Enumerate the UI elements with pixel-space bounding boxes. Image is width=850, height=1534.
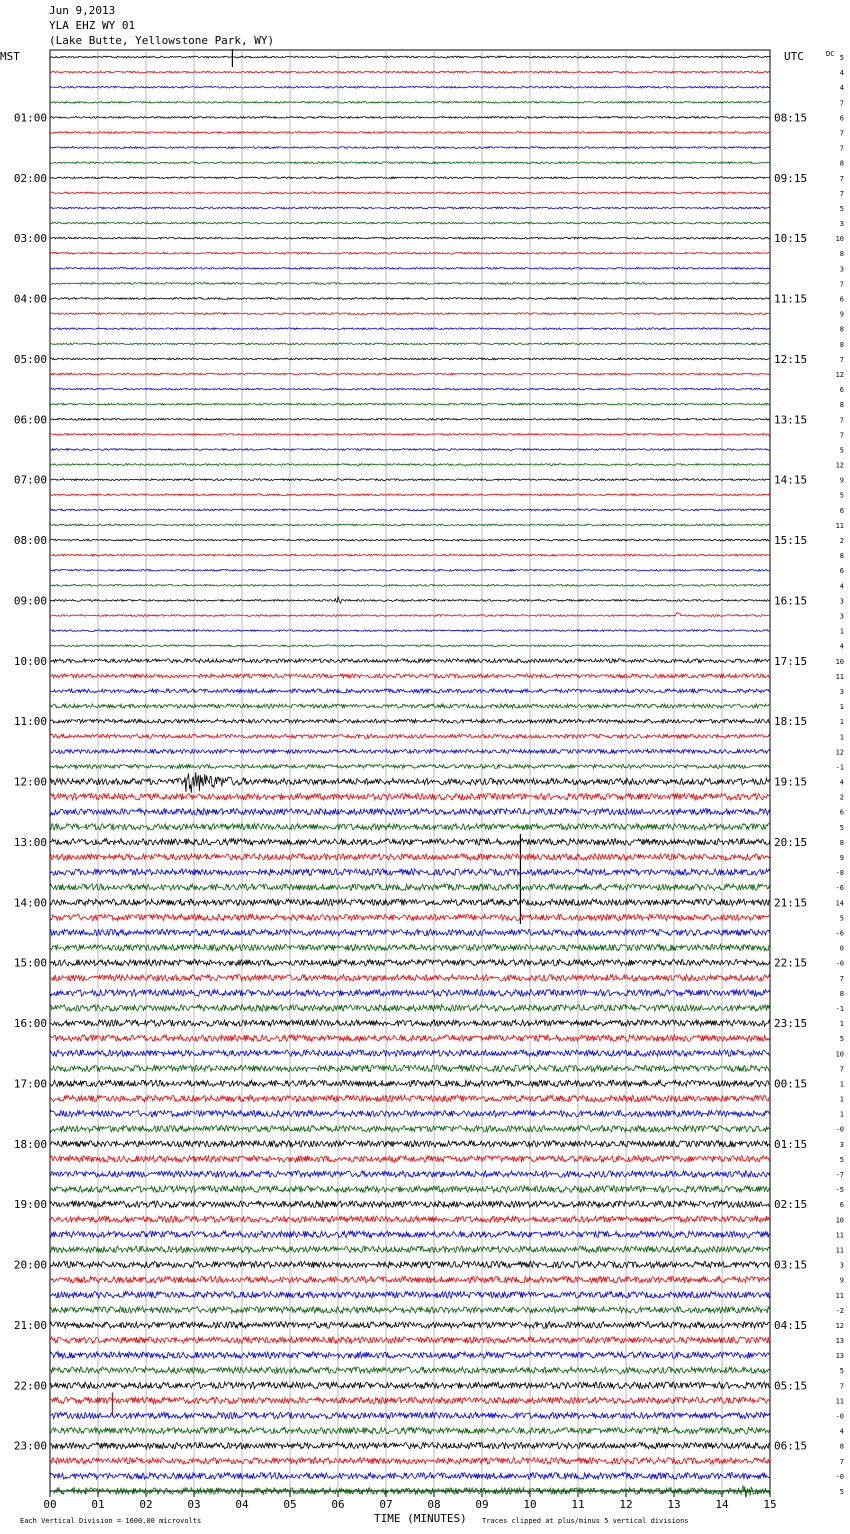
dc-value: -1 — [835, 1004, 844, 1013]
trace-56 — [50, 899, 770, 905]
dc-value: 11 — [835, 672, 844, 681]
utc-hour-label: 10:15 — [774, 232, 808, 246]
x-tick-label-03: 03 — [187, 1498, 201, 1511]
utc-hour-label: 15:15 — [774, 534, 808, 548]
trace-73 — [50, 1156, 770, 1162]
x-tick-label-00: 00 — [43, 1498, 57, 1511]
trace-41 — [50, 674, 770, 678]
trace-77 — [50, 1216, 770, 1222]
utc-hour-label: 19:15 — [774, 775, 808, 789]
utc-hour-label: 12:15 — [774, 352, 808, 366]
trace-33 — [50, 554, 770, 556]
dc-value: 6 — [839, 1201, 844, 1210]
trace-75 — [50, 1186, 770, 1192]
x-tick-label-15: 15 — [763, 1498, 777, 1511]
mst-hour-label: 09:00 — [13, 594, 47, 608]
trace-11 — [50, 222, 770, 224]
mst-hour-label: 04:00 — [13, 292, 47, 306]
utc-hour-label: 04:15 — [774, 1318, 808, 1332]
dc-value: -0 — [835, 1125, 844, 1134]
utc-hour-label: 01:15 — [774, 1137, 808, 1151]
trace-27 — [50, 464, 770, 466]
dc-value: 11 — [835, 1291, 844, 1300]
dc-value: 9 — [839, 854, 844, 863]
trace-53 — [50, 854, 770, 860]
trace-31 — [50, 524, 770, 526]
trace-50 — [50, 809, 770, 815]
dc-value: 4 — [839, 582, 844, 591]
dc-value: 4 — [839, 778, 844, 787]
dc-value: 5 — [839, 1367, 844, 1376]
trace-87 — [50, 1367, 770, 1373]
mst-hour-label: 16:00 — [13, 1017, 47, 1031]
trace-66 — [50, 1050, 770, 1056]
trace-32 — [50, 539, 770, 541]
trace-43 — [50, 704, 770, 708]
dc-value: 6 — [839, 808, 844, 817]
utc-hour-label: 00:15 — [774, 1077, 808, 1091]
x-tick-label-14: 14 — [715, 1498, 729, 1511]
mst-hour-label: 08:00 — [13, 534, 47, 548]
dc-value: -8 — [835, 869, 844, 878]
dc-value: 6 — [839, 506, 844, 515]
trace-46 — [50, 749, 770, 753]
dc-value: 1 — [839, 718, 844, 727]
dc-value: -1 — [835, 763, 844, 772]
trace-26 — [50, 449, 770, 451]
x-tick-label-09: 09 — [475, 1498, 489, 1511]
x-tick-label-12: 12 — [619, 1498, 633, 1511]
dc-value: 3 — [839, 1140, 844, 1149]
dc-value: 11 — [835, 521, 844, 530]
trace-83 — [50, 1307, 770, 1313]
trace-6 — [50, 147, 770, 149]
dc-value: 5 — [839, 491, 844, 500]
trace-18 — [50, 328, 770, 330]
dc-value: 1 — [839, 733, 844, 742]
trace-37 — [50, 613, 770, 617]
dc-value: 7 — [839, 431, 844, 440]
dc-value: 12 — [835, 748, 844, 757]
dc-value: 11 — [835, 1397, 844, 1406]
dc-value: 1 — [839, 1095, 844, 1104]
mst-hour-label: 06:00 — [13, 413, 47, 427]
mst-hour-label: 05:00 — [13, 352, 47, 366]
trace-49 — [50, 793, 770, 799]
mst-hour-label: 19:00 — [13, 1198, 47, 1212]
x-tick-label-05: 05 — [283, 1498, 297, 1511]
trace-55 — [50, 884, 770, 890]
dc-value: 8 — [839, 159, 844, 168]
utc-hour-label: 17:15 — [774, 654, 808, 668]
mst-hour-label: 12:00 — [13, 775, 47, 789]
utc-hour-label: 09:15 — [774, 171, 808, 185]
dc-value: 10 — [835, 657, 844, 666]
dc-value: -0 — [835, 959, 844, 968]
dc-value: 6 — [839, 567, 844, 576]
x-tick-label-04: 04 — [235, 1498, 249, 1511]
dc-value: 5 — [839, 1488, 844, 1496]
trace-39 — [50, 645, 770, 647]
dc-value: 4 — [839, 69, 844, 78]
trace-80 — [50, 1261, 770, 1267]
trace-62 — [50, 990, 770, 996]
dc-value: 7 — [839, 416, 844, 425]
trace-69 — [50, 1095, 770, 1101]
dc-value: 3 — [839, 220, 844, 229]
trace-90 — [50, 1412, 770, 1418]
trace-60 — [50, 960, 770, 966]
trace-9 — [50, 192, 770, 194]
trace-70 — [50, 1111, 770, 1117]
dc-value: 5 — [839, 1155, 844, 1164]
dc-value: 5 — [839, 54, 844, 62]
mst-hour-label: 14:00 — [13, 896, 47, 910]
trace-84 — [50, 1322, 770, 1328]
dc-value: 0 — [839, 944, 844, 953]
utc-hour-label: 14:15 — [774, 473, 808, 487]
dc-value: -5 — [835, 1186, 844, 1195]
utc-hour-label: 23:15 — [774, 1017, 808, 1031]
trace-71 — [50, 1126, 770, 1132]
trace-22 — [50, 388, 770, 390]
dc-value: 1 — [839, 703, 844, 712]
mst-hour-label: 23:00 — [13, 1439, 47, 1453]
mst-hour-label: 21:00 — [13, 1318, 47, 1332]
trace-21 — [50, 373, 770, 375]
dc-value: 5 — [839, 1035, 844, 1044]
trace-25 — [50, 434, 770, 436]
utc-hour-label: 11:15 — [774, 292, 808, 306]
dc-value: -6 — [835, 884, 844, 893]
dc-value: 7 — [839, 1065, 844, 1074]
dc-value: 2 — [839, 793, 844, 802]
dc-value: 13 — [835, 1337, 844, 1346]
trace-57 — [50, 914, 770, 920]
trace-2 — [50, 86, 770, 88]
mst-hour-label: 02:00 — [13, 171, 47, 185]
utc-hour-label: 08:15 — [774, 111, 808, 125]
dc-value: 9 — [839, 1276, 844, 1285]
trace-61 — [50, 975, 770, 981]
trace-68 — [50, 1080, 770, 1086]
dc-value: 5 — [839, 204, 844, 213]
trace-45 — [50, 734, 770, 738]
dc-value: 7 — [839, 174, 844, 183]
dc-value: 7 — [839, 974, 844, 983]
trace-63 — [50, 1005, 770, 1011]
trace-81 — [50, 1277, 770, 1283]
mst-hour-label: 17:00 — [13, 1077, 47, 1091]
trace-67 — [50, 1065, 770, 1071]
dc-value: 4 — [839, 1427, 844, 1436]
dc-value: 1 — [839, 1110, 844, 1119]
dc-value: 8 — [839, 340, 844, 349]
utc-hour-label: 06:15 — [774, 1439, 808, 1453]
dc-value: -6 — [835, 929, 844, 938]
mst-hour-label: 18:00 — [13, 1137, 47, 1151]
trace-91 — [50, 1427, 770, 1433]
dc-value: 8 — [839, 325, 844, 334]
dc-value: 8 — [839, 552, 844, 561]
dc-value: 11 — [835, 1246, 844, 1255]
trace-15 — [50, 283, 770, 285]
dc-value: 6 — [839, 295, 844, 304]
dc-value: 3 — [839, 687, 844, 696]
dc-value: 5 — [839, 823, 844, 832]
trace-29 — [50, 494, 770, 496]
dc-value: 7 — [839, 1382, 844, 1391]
dc-value: 1 — [839, 1080, 844, 1089]
x-tick-label-07: 07 — [379, 1498, 393, 1511]
dc-value: 10 — [835, 235, 844, 244]
trace-38 — [50, 630, 770, 632]
trace-17 — [50, 313, 770, 315]
dc-value: 4 — [839, 642, 844, 651]
mst-hour-label: 10:00 — [13, 654, 47, 668]
trace-40 — [50, 659, 770, 663]
trace-89 — [50, 1397, 770, 1403]
dc-label: DC — [826, 50, 835, 58]
utc-hour-label: 21:15 — [774, 896, 808, 910]
dc-value: 12 — [835, 1321, 844, 1330]
trace-58 — [50, 929, 770, 935]
trace-85 — [50, 1337, 770, 1343]
utc-hour-label: 05:15 — [774, 1379, 808, 1393]
utc-axis-label: UTC — [784, 50, 804, 63]
dc-value: 9 — [839, 310, 844, 319]
trace-23 — [50, 403, 770, 405]
plot-frame — [50, 50, 770, 1491]
dc-value: 9 — [839, 476, 844, 485]
mst-hour-label: 07:00 — [13, 473, 47, 487]
trace-42 — [50, 689, 770, 693]
dc-value: 6 — [839, 114, 844, 123]
trace-group — [50, 49, 770, 1498]
trace-30 — [50, 509, 770, 511]
trace-92 — [50, 1443, 770, 1449]
dc-value: -0 — [835, 1472, 844, 1481]
mst-hour-label: 15:00 — [13, 956, 47, 970]
trace-64 — [50, 1020, 770, 1026]
trace-12 — [50, 237, 770, 239]
dc-value: 12 — [835, 461, 844, 470]
dc-value: 7 — [839, 129, 844, 138]
trace-8 — [50, 177, 770, 179]
trace-59 — [50, 944, 770, 950]
trace-93 — [50, 1458, 770, 1464]
plot-date: Jun 9,2013 — [49, 4, 116, 17]
dc-value: 8 — [839, 989, 844, 998]
trace-54 — [50, 869, 770, 875]
x-axis-title: TIME (MINUTES) — [374, 1512, 467, 1525]
dc-value: 11 — [835, 1231, 844, 1240]
x-tick-label-11: 11 — [571, 1498, 585, 1511]
trace-0 — [50, 56, 770, 58]
utc-hour-label: 02:15 — [774, 1198, 808, 1212]
trace-36 — [50, 597, 770, 603]
trace-74 — [50, 1171, 770, 1177]
x-tick-label-06: 06 — [331, 1498, 345, 1511]
trace-51 — [50, 824, 770, 830]
utc-hour-label: 16:15 — [774, 594, 808, 608]
dc-value: 13 — [835, 1352, 844, 1361]
x-tick-label-13: 13 — [667, 1498, 681, 1511]
trace-16 — [50, 298, 770, 300]
trace-10 — [50, 207, 770, 209]
mst-hour-label: 11:00 — [13, 715, 47, 729]
trace-7 — [50, 162, 770, 164]
dc-value: 10 — [835, 1050, 844, 1059]
trace-79 — [50, 1246, 770, 1252]
dc-value: 10 — [835, 1216, 844, 1225]
trace-3 — [50, 101, 770, 103]
chart-grid — [50, 50, 770, 1497]
dc-value: 5 — [839, 914, 844, 923]
dc-value: 2 — [839, 537, 844, 546]
mst-hour-label: 03:00 — [13, 232, 47, 246]
utc-hour-label: 18:15 — [774, 715, 808, 729]
dc-value: 8 — [839, 838, 844, 847]
dc-value: 3 — [839, 265, 844, 274]
mst-hour-label: 01:00 — [13, 111, 47, 125]
trace-65 — [50, 1035, 770, 1041]
dc-value: 7 — [839, 280, 844, 289]
dc-value: 7 — [839, 189, 844, 198]
trace-72 — [50, 1141, 770, 1147]
trace-47 — [50, 765, 770, 769]
x-tick-label-01: 01 — [91, 1498, 105, 1511]
trace-28 — [50, 479, 770, 481]
dc-value: 1 — [839, 627, 844, 636]
trace-35 — [50, 584, 770, 586]
x-tick-label-10: 10 — [523, 1498, 537, 1511]
trace-4 — [50, 117, 770, 119]
mst-hour-label: 22:00 — [13, 1379, 47, 1393]
dc-value: -0 — [835, 1412, 844, 1421]
utc-hour-label: 20:15 — [774, 835, 808, 849]
clip-note: Traces clipped at plus/minus 5 vertical divisions — [482, 1517, 689, 1525]
trace-24 — [50, 418, 770, 420]
dc-value: 8 — [839, 1442, 844, 1451]
dc-value: -2 — [835, 1306, 844, 1315]
dc-value: 7 — [839, 144, 844, 153]
utc-hour-label: 03:15 — [774, 1258, 808, 1272]
dc-value: 3 — [839, 612, 844, 621]
trace-14 — [50, 267, 770, 269]
dc-value: 7 — [839, 99, 844, 108]
dc-value: 1 — [839, 1020, 844, 1029]
mst-hour-label: 13:00 — [13, 835, 47, 849]
mst-hour-label: 20:00 — [13, 1258, 47, 1272]
x-tick-label-08: 08 — [427, 1498, 441, 1511]
dc-value: 7 — [839, 1457, 844, 1466]
utc-hour-label: 22:15 — [774, 956, 808, 970]
trace-78 — [50, 1231, 770, 1237]
dc-value: 14 — [835, 899, 844, 908]
dc-value: 8 — [839, 250, 844, 259]
trace-88 — [50, 1382, 770, 1388]
mst-axis-label: MST — [0, 50, 20, 63]
station-location: (Lake Butte, Yellowstone Park, WY) — [49, 34, 275, 47]
dc-value: 3 — [839, 1261, 844, 1270]
trace-34 — [50, 569, 770, 571]
trace-1 — [50, 71, 770, 73]
dc-value: 4 — [839, 84, 844, 93]
dc-value: -7 — [835, 1171, 844, 1180]
trace-76 — [50, 1201, 770, 1207]
trace-86 — [50, 1352, 770, 1358]
dc-value: 5 — [839, 446, 844, 455]
trace-19 — [50, 343, 770, 345]
station-id: YLA EHZ WY 01 — [49, 19, 136, 32]
trace-44 — [50, 719, 770, 723]
dc-value: 6 — [839, 386, 844, 395]
trace-20 — [50, 358, 770, 360]
trace-48 — [50, 772, 770, 793]
trace-5 — [50, 132, 770, 134]
dc-value: 12 — [835, 370, 844, 379]
trace-13 — [50, 252, 770, 254]
utc-hour-label: 13:15 — [774, 413, 808, 427]
x-tick-label-02: 02 — [139, 1498, 153, 1511]
dc-value: 7 — [839, 355, 844, 364]
dc-value: 3 — [839, 597, 844, 606]
trace-52 — [50, 839, 770, 845]
scale-note: Each Vertical Division = 1600.00 microvolts — [20, 1517, 202, 1525]
trace-94 — [50, 1473, 770, 1479]
dc-value: 8 — [839, 401, 844, 410]
trace-82 — [50, 1292, 770, 1298]
